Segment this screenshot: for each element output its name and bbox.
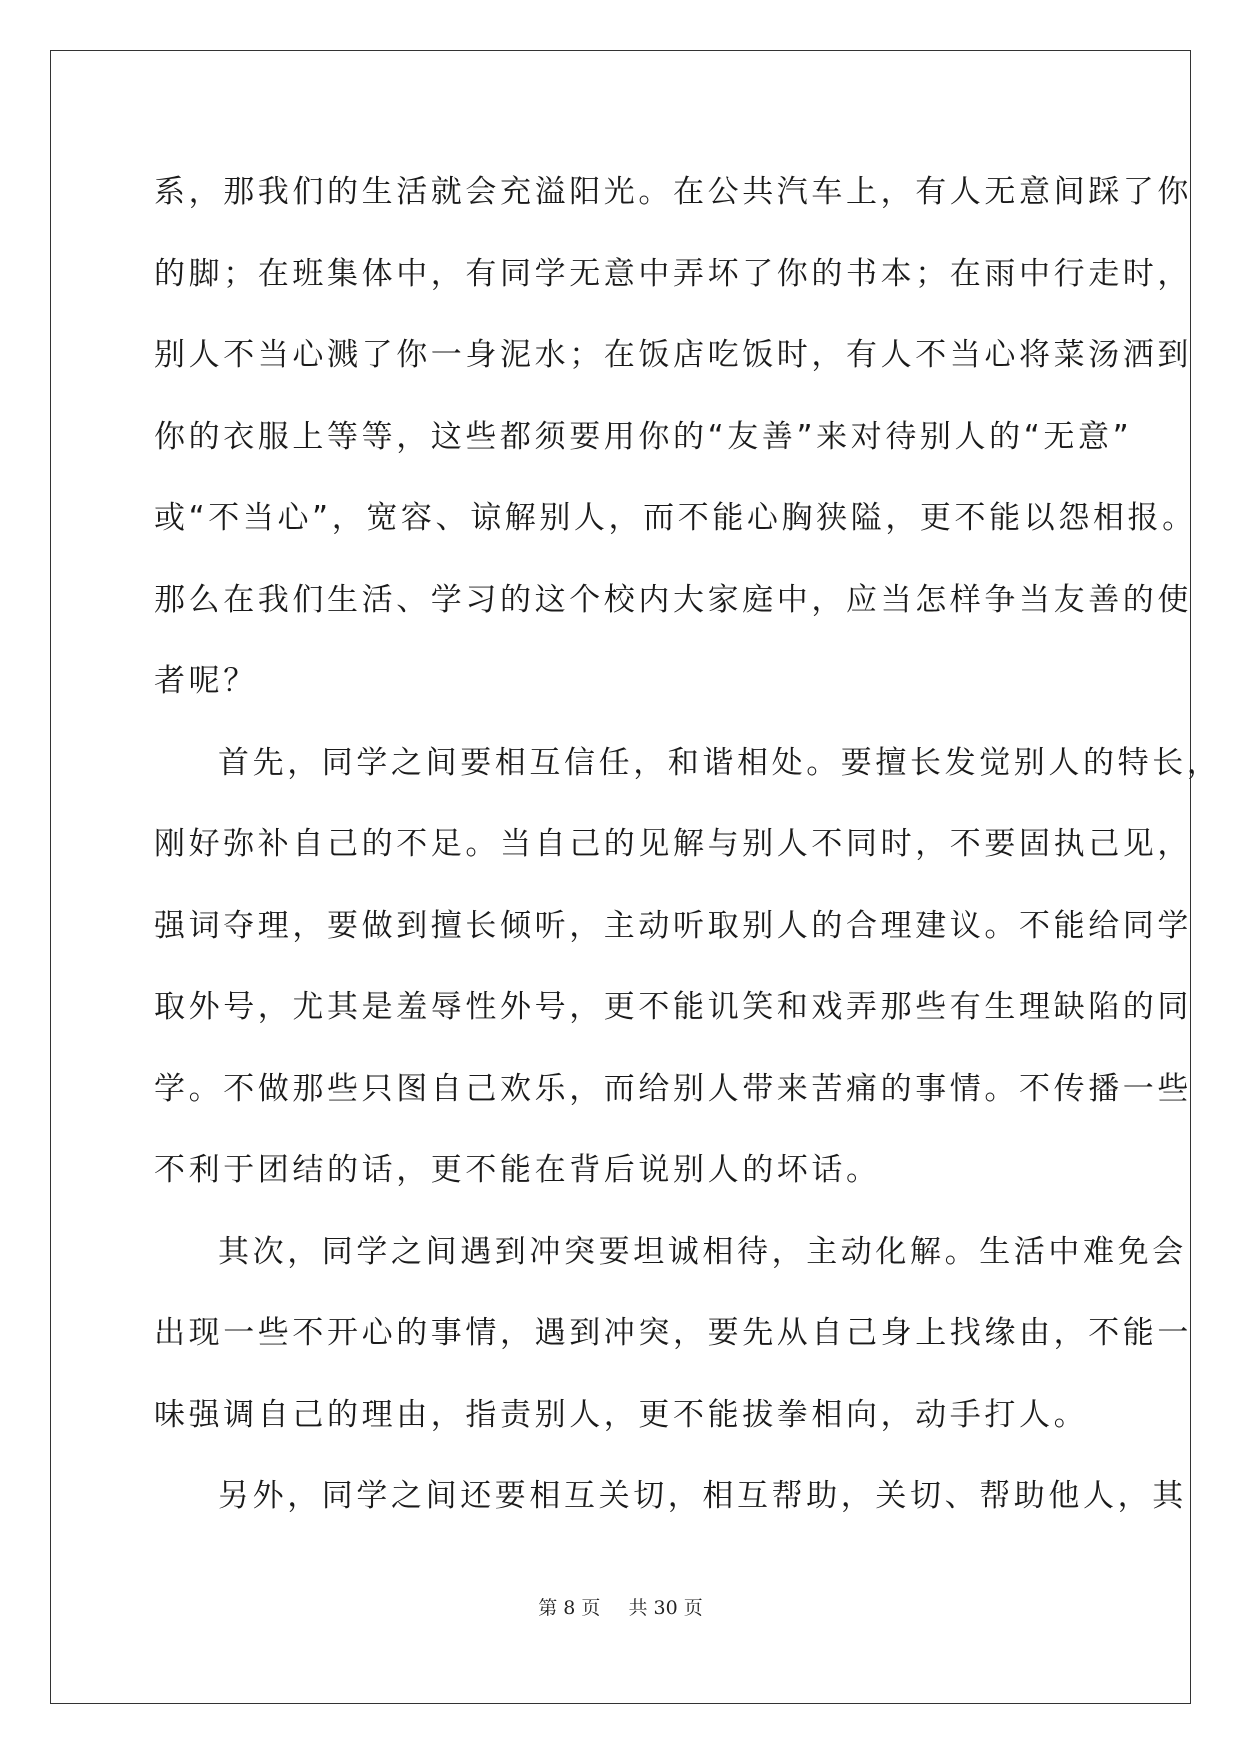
text-line: 你的衣服上等等，这些都须要用你的“友善”来对待别人的“无意” (154, 418, 1133, 455)
text-line: 强词夺理，要做到擅长倾听，主动听取别人的合理建议。不能给同学 (154, 907, 1192, 944)
text-line: 其次，同学之间遇到冲突要坦诚相待，主动化解。生活中难免会 (218, 1233, 1187, 1270)
text-line: 别人不当心溅了你一身泥水；在饭店吃饭时，有人不当心将菜汤洒到 (154, 337, 1192, 373)
text-line: 或“不当心”，宽容、谅解别人，而不能心胸狭隘，更不能以怨相报。 (154, 500, 1197, 536)
text-line: 系，那我们的生活就会充溢阳光。在公共汽车上，有人无意间踩了你 (154, 174, 1192, 210)
text-line: 取外号，尤其是羞辱性外号，更不能讥笑和戏弄那些有生理缺陷的同 (154, 989, 1192, 1025)
text-line: 那么在我们生活、学习的这个校内大家庭中，应当怎样争当友善的使 (154, 581, 1192, 618)
document-body (154, 163, 1222, 1549)
text-line: 学。不做那些只图自己欢乐，而给别人带来苦痛的事情。不传播一些 (154, 1070, 1192, 1107)
text-line: 首先，同学之间要相互信任，和谐相处。要擅长发觉别人的特长， (218, 744, 1222, 781)
page-total: 共 30 页 (628, 1597, 703, 1619)
text-line: 者呢？ (154, 663, 258, 699)
text-line: 味强调自己的理由，指责别人，更不能拔拳相向，动手打人。 (154, 1396, 1089, 1433)
text-line: 不利于团结的话，更不能在背后说别人的坏话。 (154, 1152, 881, 1188)
text-line: 出现一些不开心的事情，遇到冲突，要先从自己身上找缘由，不能一 (154, 1315, 1192, 1351)
page-number: 第 8 页 (538, 1597, 601, 1619)
text-line: 刚好弥补自己的不足。当自己的见解与别人不同时，不要固执己见， (154, 826, 1192, 862)
text-line: 的脚；在班集体中，有同学无意中弄坏了你的书本；在雨中行走时， (154, 255, 1192, 292)
text-line: 另外，同学之间还要相互关切，相互帮助，关切、帮助他人，其 (218, 1478, 1187, 1514)
page-footer (0, 1593, 1241, 1620)
